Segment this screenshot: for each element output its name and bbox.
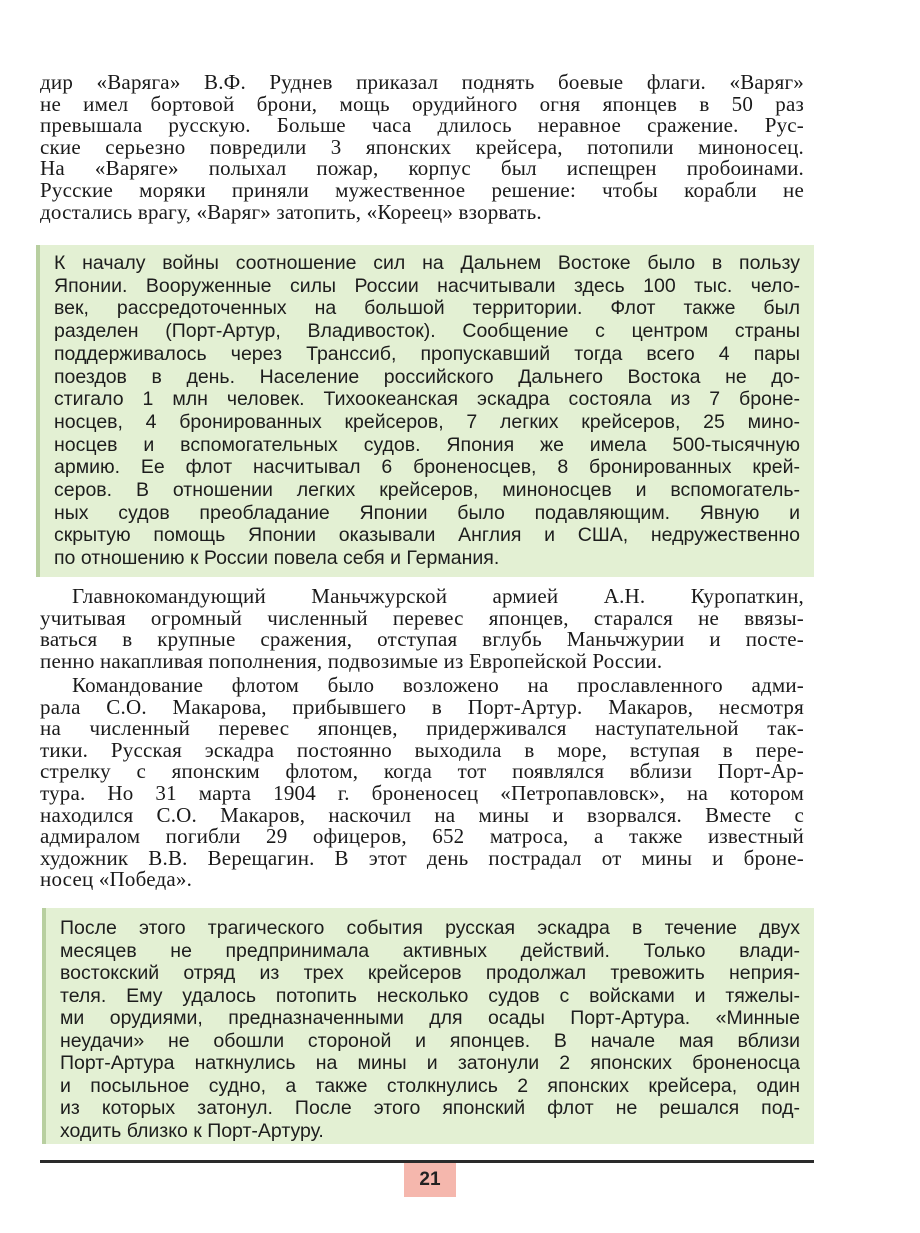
info-box-text bbox=[54, 252, 800, 570]
text-line: пенно накапливая пополнения, подвозимые из Европейской России. bbox=[40, 648, 663, 673]
text-line: После этого трагического события русская эскадра в течение двух bbox=[60, 917, 800, 939]
paragraph-3 bbox=[40, 675, 804, 891]
text-line: серов. В отношении легких крейсеров, миноносцев и вспомогатель- bbox=[54, 479, 800, 502]
text-line: поддерживалось через Транссиб, пропускавший тогда всего 4 пары bbox=[54, 342, 800, 365]
text-line: стрелку с японским флотом, когда тот появлялся вблизи Порт-Ар- bbox=[40, 759, 804, 784]
text-line: скрытую помощь Японии оказывали Англия и США, недружественно bbox=[54, 524, 800, 547]
text-line: ми орудиями, предназначенными для осады Порт-Артура. «Минные bbox=[60, 1007, 800, 1029]
text-line: Командование флотом было возложено на прославленного адми- bbox=[72, 673, 804, 697]
text-line: ские серьезно повредили 3 японских крейсера, потопили миноносец. bbox=[40, 134, 804, 159]
text-line: неудачи» не обошли стороной и японцев. В начале мая вблизи bbox=[60, 1029, 800, 1052]
text-line: художник В.В. Верещагин. В этот день пострадал от мины и броне- bbox=[40, 845, 804, 870]
text-line: теля. Ему удалось потопить несколько судов с войсками и тяжелы- bbox=[60, 984, 800, 1007]
text-line: из которых затонул. После этого японский флот не решался под- bbox=[60, 1097, 800, 1119]
text-line: востокский отряд из трех крейсеров продолжал тревожить неприя- bbox=[60, 962, 800, 984]
page-number: 21 bbox=[404, 1163, 456, 1197]
text-line: по отношению к России повела себя и Германия. bbox=[54, 547, 500, 570]
text-line: Русские моряки приняли мужественное решение: чтобы корабли не bbox=[40, 177, 804, 202]
text-line: и посыльное судно, а также столкнулись 2 японских крейсера, один bbox=[60, 1074, 800, 1097]
paragraph-1 bbox=[40, 72, 804, 223]
text-line: К началу войны соотношение сил на Дальнем Востоке было в пользу bbox=[54, 252, 800, 274]
text-line: не имел бортовой брони, мощь орудийного огня японцев в 50 раз bbox=[40, 91, 804, 116]
text-line: Порт-Артура наткнулись на мины и затонули 2 японских броненосца bbox=[60, 1052, 800, 1074]
text-line: носцев и вспомогательных судов. Япония же имела 500-тысячную bbox=[54, 433, 800, 456]
text-line: стигало 1 млн человек. Тихоокеанская эскадра состояла из 7 броне- bbox=[54, 388, 800, 411]
text-line: рала С.О. Макарова, прибывшего в Порт-Артур. Макаров, несмотря bbox=[40, 694, 804, 719]
text-line: превышала русскую. Больше часа длилось неравное сражение. Рус- bbox=[40, 113, 804, 138]
text-line: тики. Русская эскадра постоянно выходила в море, вступая в пере- bbox=[40, 737, 804, 762]
text-line: поездов в день. Население российского Дальнего Востока не до- bbox=[54, 365, 800, 388]
text-line: век, рассредоточенных на большой территории. Флот также был bbox=[54, 297, 800, 320]
text-line: Главнокомандующий Маньчжурской армией А.Н. Куропаткин, bbox=[72, 584, 804, 608]
text-line: носец «Победа». bbox=[40, 867, 193, 892]
text-line: ходить близко к Порт-Артуру. bbox=[60, 1119, 324, 1142]
info-box-forces bbox=[36, 245, 814, 577]
text-line: достались врагу, «Варяг» затопить, «Кореец» взорвать. bbox=[40, 199, 542, 224]
text-line: разделен (Порт-Артур, Владивосток). Сообщение с центром страны bbox=[54, 320, 800, 343]
text-line: адмиралом погибли 29 офицеров, 652 матроса, а также известный bbox=[40, 824, 804, 849]
text-line: армию. Ее флот насчитывал 6 броненосцев, 8 бронированных крей- bbox=[54, 456, 800, 479]
text-line: находился С.О. Макаров, наскочил на мины и взорвался. Вместе с bbox=[40, 802, 804, 827]
info-box-aftermath bbox=[42, 908, 814, 1144]
paragraph-2 bbox=[40, 586, 804, 672]
text-line: месяцев не предпринимала активных действий. Только влади- bbox=[60, 939, 800, 962]
info-box-text bbox=[60, 917, 800, 1142]
text-line: дир «Варяга» В.Ф. Руднев приказал поднять боевые флаги. «Варяг» bbox=[40, 70, 804, 94]
text-line: тура. Но 31 марта 1904 г. броненосец «Петропавловск», на котором bbox=[40, 780, 804, 805]
text-line: ных судов преобладание Японии было подавляющим. Явную и bbox=[54, 501, 800, 524]
text-line: на численный перевес японцев, придерживался наступательной так- bbox=[40, 716, 804, 741]
text-line: учитывая огромный численный перевес японцев, старался не ввязы- bbox=[40, 605, 804, 630]
text-line: носцев, 4 бронированных крейсеров, 7 легких крейсеров, 25 мино- bbox=[54, 410, 800, 433]
text-line: Японии. Вооруженные силы России насчитывали здесь 100 тыс. чело- bbox=[54, 274, 800, 297]
text-line: На «Варяге» полыхал пожар, корпус был испещрен пробоинами. bbox=[40, 156, 804, 181]
text-line: ваться в крупные сражения, отступая вглубь Маньчжурии и посте- bbox=[40, 627, 804, 652]
